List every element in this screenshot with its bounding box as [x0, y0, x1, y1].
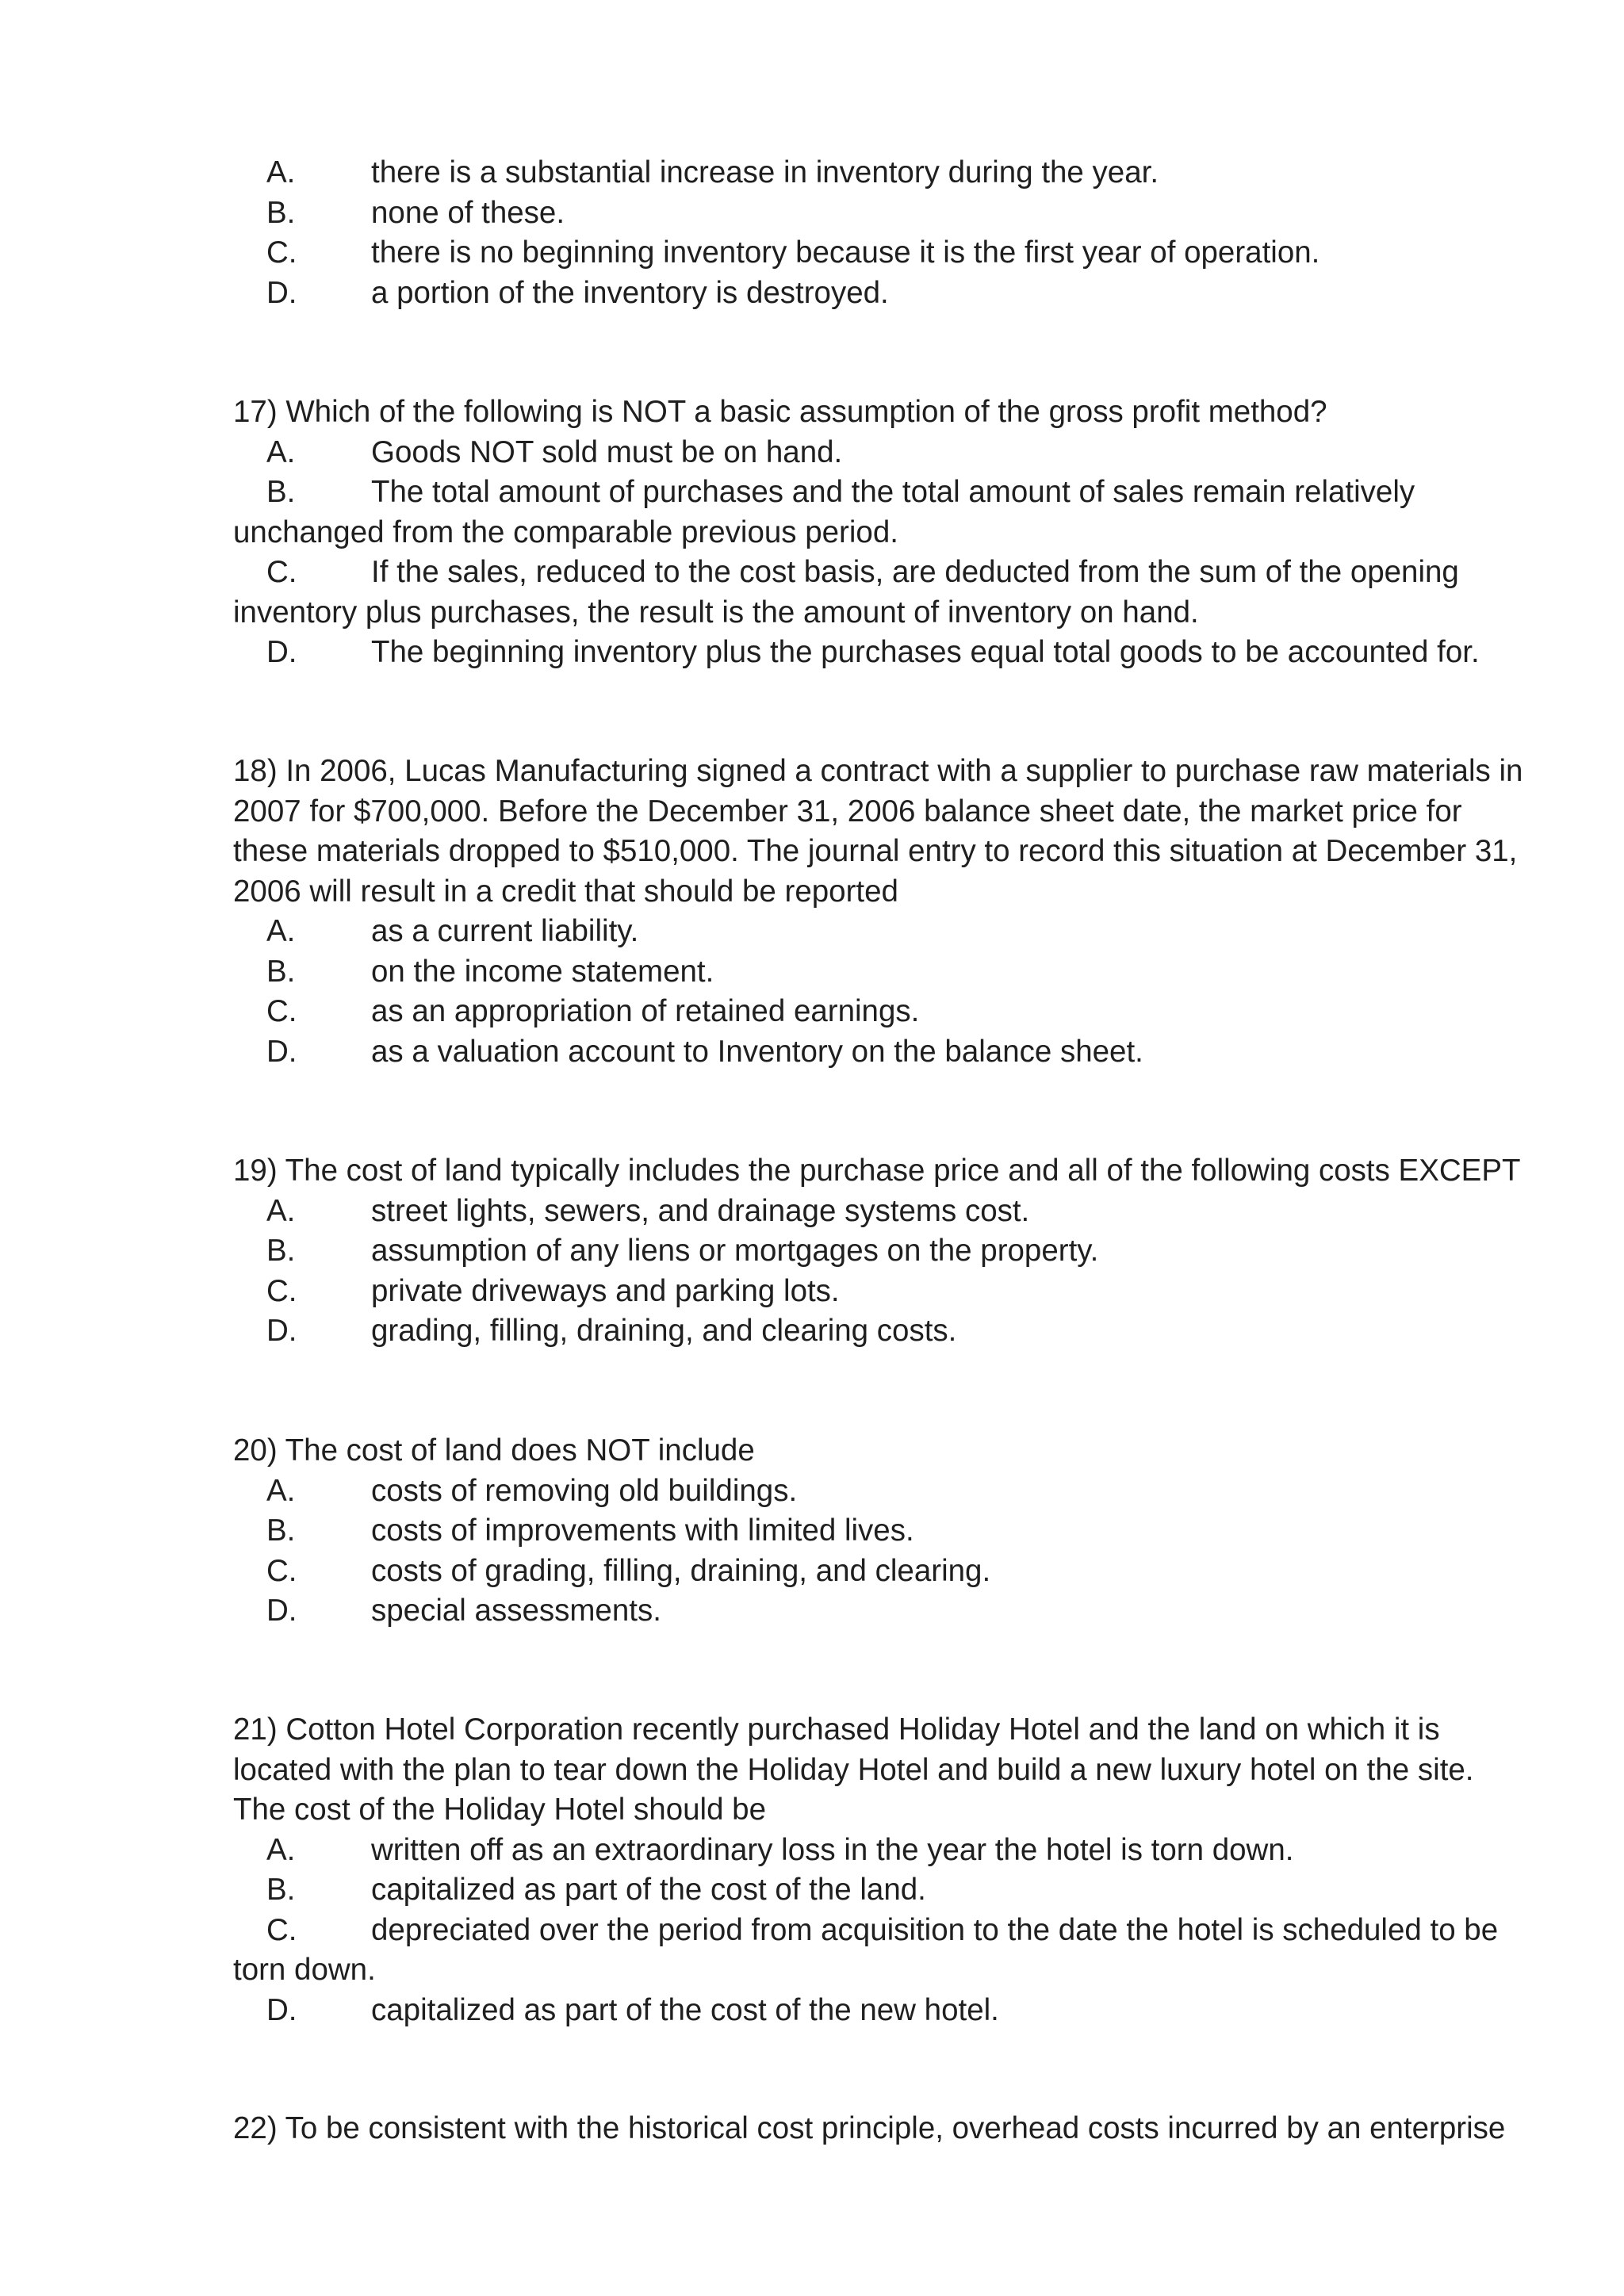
option-c [233, 553, 1526, 593]
option-d [233, 633, 1526, 673]
option-text: If the sales, reduced to the cost basis, are deducted from the sum of the opening [371, 555, 1459, 589]
option-text: capitalized as part of the cost of the new hotel. [371, 1992, 999, 2027]
option-text: costs of removing old buildings. [371, 1473, 798, 1508]
option-text: there is no beginning inventory because it is the first year of operation. [371, 235, 1320, 270]
question-16-options [233, 153, 1526, 313]
option-letter: D. [266, 1314, 297, 1348]
option-text: a portion of the inventory is destroyed. [371, 275, 889, 310]
option-letter: A. [266, 914, 296, 948]
option-c [233, 1272, 1526, 1312]
option-b [233, 1231, 1526, 1272]
option-text: costs of improvements with limited lives. [371, 1513, 914, 1548]
option-d [233, 1591, 1526, 1632]
option-letter: B. [266, 195, 296, 230]
option-letter: A. [266, 1832, 296, 1867]
option-text: assumption of any liens or mortgages on the property. [371, 1234, 1099, 1268]
option-letter: D. [266, 275, 297, 310]
question-stem-line: 2007 for $700,000. Before the December 31, 2006 balance sheet date, the market price for [233, 794, 1462, 828]
option-letter: B. [266, 1873, 296, 1907]
question-18 [233, 752, 1526, 1072]
option-d [233, 1032, 1526, 1073]
option-d [233, 1991, 1526, 2031]
option-b [233, 952, 1526, 993]
option-letter: C. [266, 1912, 297, 1947]
option-text: on the income statement. [371, 954, 714, 989]
option-letter: D. [266, 1992, 297, 2027]
option-text: depreciated over the period from acquisition to the date the hotel is scheduled to be [371, 1912, 1499, 1947]
option-d [233, 1311, 1526, 1352]
question-stem: 17) Which of the following is NOT a basic assumption of the gross profit method? [233, 395, 1327, 429]
option-b [233, 193, 1526, 234]
option-a [233, 1831, 1526, 1871]
option-c [233, 1552, 1526, 1592]
option-text: Goods NOT sold must be on hand. [371, 434, 843, 469]
option-letter: A. [266, 434, 296, 469]
option-d [233, 274, 1526, 314]
option-text: as a current liability. [371, 914, 639, 948]
option-letter: B. [266, 954, 296, 989]
option-text: street lights, sewers, and drainage systems cost. [371, 1193, 1030, 1228]
option-c [233, 1911, 1526, 1951]
question-stem-line: 18) In 2006, Lucas Manufacturing signed a contract with a supplier to purchase raw materials in [233, 754, 1523, 788]
option-letter: A. [266, 155, 296, 189]
option-text: special assessments. [371, 1594, 661, 1628]
question-stem-line: located with the plan to tear down the Holiday Hotel and build a new luxury hotel on the site. [233, 1752, 1474, 1787]
option-letter: D. [266, 1034, 297, 1069]
question-stem: 20) The cost of land does NOT include [233, 1433, 755, 1468]
option-letter: C. [266, 1553, 297, 1588]
question-stem: 22) To be consistent with the historical cost principle, overhead costs incurred by an enterprise [233, 2111, 1506, 2145]
option-letter: D. [266, 635, 297, 669]
option-c-continuation: torn down. [233, 1953, 376, 1987]
question-22 [233, 2109, 1526, 2149]
question-stem-line: 2006 will result in a credit that should be reported [233, 874, 898, 909]
option-letter: B. [266, 1513, 296, 1548]
option-c-continuation: inventory plus purchases, the result is the amount of inventory on hand. [233, 595, 1199, 629]
option-letter: C. [266, 555, 297, 589]
question-21 [233, 1710, 1526, 2030]
option-letter: B. [266, 475, 296, 509]
option-text: there is a substantial increase in inventory during the year. [371, 155, 1159, 189]
option-text: private driveways and parking lots. [371, 1273, 840, 1308]
option-a [233, 1471, 1526, 1512]
option-letter: A. [266, 1473, 296, 1508]
option-text: The total amount of purchases and the total amount of sales remain relatively [371, 475, 1415, 509]
question-stem: 19) The cost of land typically includes the purchase price and all of the following costs EXCEPT [233, 1154, 1521, 1188]
option-text: The beginning inventory plus the purchases equal total goods to be accounted for. [371, 635, 1480, 669]
option-letter: C. [266, 235, 297, 270]
option-a [233, 433, 1526, 473]
option-text: none of these. [371, 195, 565, 230]
option-b [233, 1511, 1526, 1552]
option-c [233, 233, 1526, 274]
option-a [233, 912, 1526, 952]
question-17 [233, 392, 1526, 673]
question-20 [233, 1431, 1526, 1632]
option-text: capitalized as part of the cost of the land. [371, 1873, 926, 1907]
option-c [233, 992, 1526, 1032]
option-a [233, 153, 1526, 193]
question-stem-line: these materials dropped to $510,000. The journal entry to record this situation at December 31, [233, 834, 1518, 868]
option-text: costs of grading, filling, draining, and clearing. [371, 1553, 991, 1588]
option-text: grading, filling, draining, and clearing costs. [371, 1314, 957, 1348]
option-text: written off as an extraordinary loss in the year the hotel is torn down. [371, 1832, 1294, 1867]
option-b [233, 1870, 1526, 1911]
option-text: as an appropriation of retained earnings. [371, 994, 920, 1028]
question-stem-line: 21) Cotton Hotel Corporation recently purchased Holiday Hotel and the land on which it is [233, 1712, 1440, 1747]
option-a [233, 1192, 1526, 1232]
option-b-continuation: unchanged from the comparable previous period. [233, 515, 898, 549]
option-letter: B. [266, 1234, 296, 1268]
question-19 [233, 1151, 1526, 1352]
option-letter: C. [266, 1273, 297, 1308]
option-letter: C. [266, 994, 297, 1028]
option-b [233, 473, 1526, 513]
question-stem-line: The cost of the Holiday Hotel should be [233, 1793, 767, 1827]
option-text: as a valuation account to Inventory on the balance sheet. [371, 1034, 1143, 1069]
option-letter: A. [266, 1193, 296, 1228]
option-letter: D. [266, 1594, 297, 1628]
